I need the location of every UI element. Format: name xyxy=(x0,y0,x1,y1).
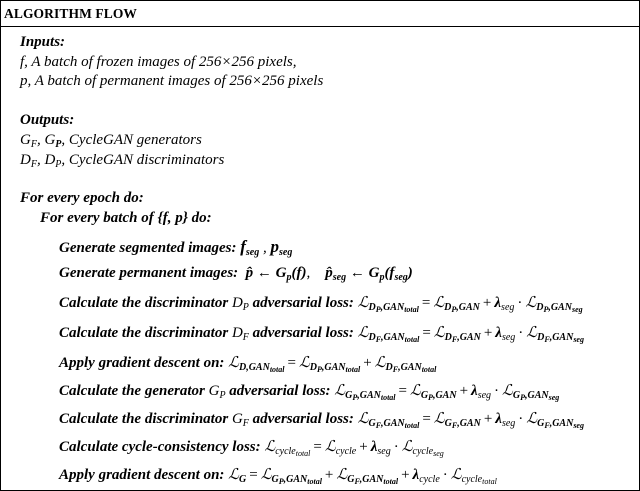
step-label: Apply gradient descent on: xyxy=(59,467,225,483)
title-row xyxy=(1,1,639,27)
batch-loop: For every batch of {f, p} do: xyxy=(40,210,212,226)
step-generate-segmented: Generate segmented images: $f_{seg}$ , $p_{seg}$ xyxy=(59,237,293,258)
step-label: adversarial loss: xyxy=(252,411,354,427)
step-label: Generate permanent images: xyxy=(59,265,239,281)
outputs-heading: Outputs: xyxy=(20,112,75,128)
step-grad-descent-d: Apply gradient descent on: ℒ$_{D,GAN_{total}}$ = ℒ$_{D_P,GAN_{total}}$ + ℒ$_{D_F,GAN_{total}}$ xyxy=(59,353,437,374)
step-disc-df-loss: Calculate the discriminator $D_F$ adversarial loss: ℒ$_{D_F,GAN_{total}}$ = ℒ$_{D_F,GAN}$ + $\lambda_{seg}$ · ℒ$_{D_F,GAN_{seg}}$ xyxy=(59,323,584,344)
step-label: Calculate the generator xyxy=(59,383,205,399)
step-label: Calculate cycle-consistency loss: xyxy=(59,439,261,455)
step-label: Calculate the discriminator xyxy=(59,295,229,311)
inputs-heading: Inputs: xyxy=(20,34,66,50)
step-disc-gf-loss: Calculate the discriminator $G_F$ adversarial loss: ℒ$_{G_F,GAN_{total}}$ = ℒ$_{G_F,GAN}$ + $\lambda_{seg}$ · ℒ$_{G_F,GAN_{seg}}$ xyxy=(59,409,584,430)
generators-text: CycleGAN generators xyxy=(68,132,202,148)
step-label: adversarial loss: xyxy=(229,383,331,399)
discriminators-text: CycleGAN discriminators xyxy=(68,152,225,168)
step-label: Generate segmented images: xyxy=(59,240,237,256)
step-label: Calculate the discriminator xyxy=(59,325,229,341)
step-grad-descent-g: Apply gradient descent on: ℒ$_G$ = ℒ$_{G_P,GAN_{total}}$ + ℒ$_{G_F,GAN_{total}}$ + $\lambda_{cycle}$ · ℒ$_{cycle_{total}}$ xyxy=(59,465,497,486)
algorithm-title: ALGORITHM FLOW xyxy=(4,6,138,21)
epoch-loop: For every epoch do: xyxy=(20,190,144,206)
output-generators: $G_F$, $G_P$, CycleGAN generators xyxy=(20,132,202,150)
step-label: Calculate the discriminator xyxy=(59,411,229,427)
input-permanent: p, A batch of permanent images of 256×256 pixels xyxy=(20,73,324,89)
step-label: Apply gradient descent on: xyxy=(59,355,225,371)
step-label: adversarial loss: xyxy=(252,295,354,311)
input-frozen: f, A batch of frozen images of 256×256 pixels, xyxy=(20,54,297,70)
output-discriminators: $D_F$, $D_P$, CycleGAN discriminators xyxy=(20,152,225,170)
step-generate-permanent: Generate permanent images: p̂ ← $G_p(f)$, $p̂_{seg}$ ← $G_p(f_{seg})$ xyxy=(59,265,413,283)
step-cycle-loss: Calculate cycle-consistency loss: ℒ$_{cycle_{total}}$ = ℒ$_{cycle}$ + $\lambda_{seg}$ · ℒ$_{cycle_{seg}}$ xyxy=(59,437,444,458)
step-label: adversarial loss: xyxy=(252,325,354,341)
step-gen-gp-loss: Calculate the generator $G_P$ adversarial loss: ℒ$_{G_P,GAN_{total}}$ = ℒ$_{G_P,GAN}$ + $\lambda_{seg}$ · ℒ$_{G_P,GAN_{seg}}$ xyxy=(59,381,560,402)
step-disc-dp-loss: Calculate the discriminator $D_P$ adversarial loss: ℒ$_{D_P,GAN_{total}}$ = ℒ$_{D_P,GAN}$ + $\lambda_{seg}$ · ℒ$_{D_P,GAN_{seg}}$ xyxy=(59,293,583,314)
